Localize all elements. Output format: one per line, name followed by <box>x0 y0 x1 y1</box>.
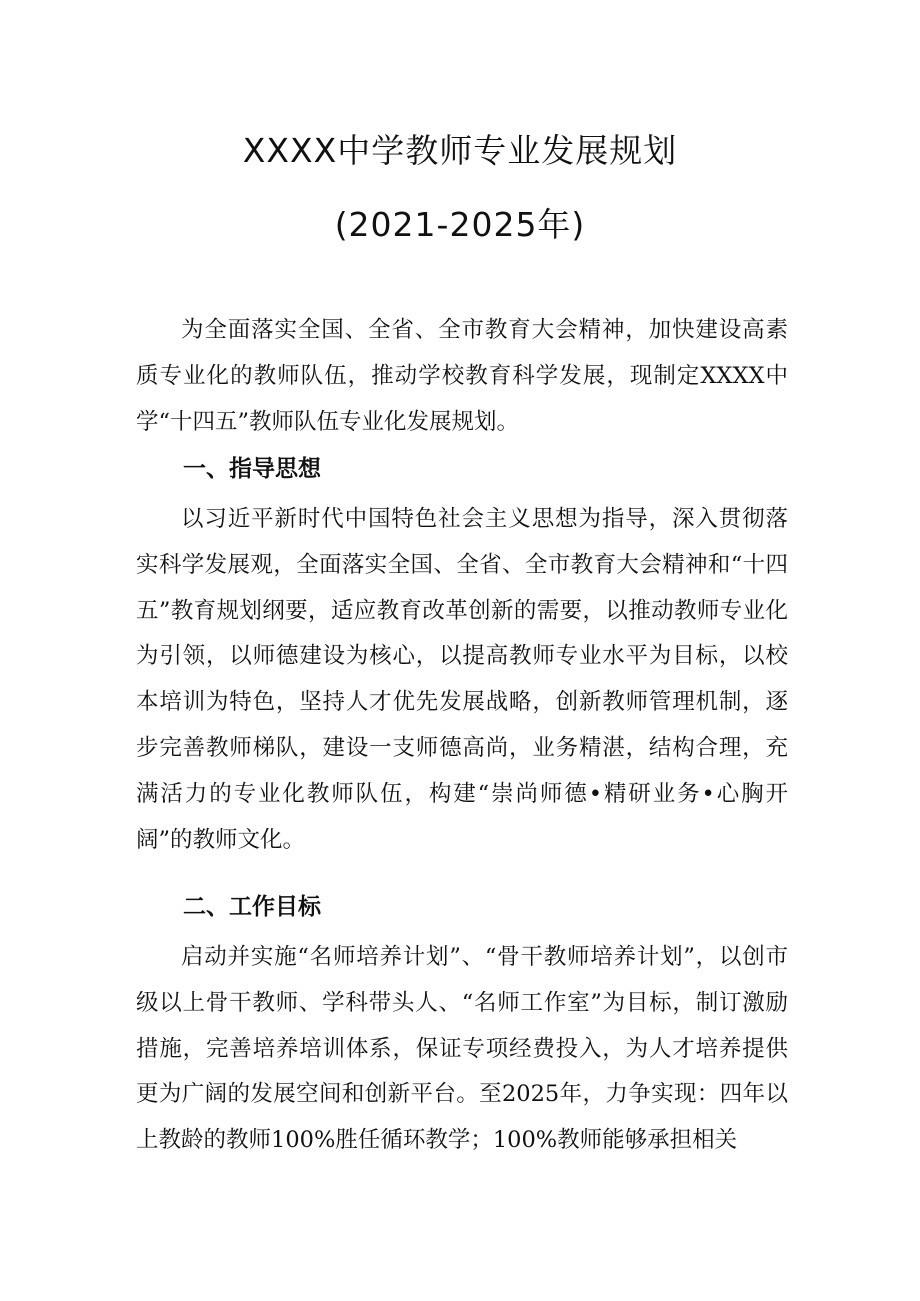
section-heading-guiding-ideology: 一、指导思想 <box>183 456 321 482</box>
section-body-work-goals: 启动并实施“名师培养计划”、“骨干教师培养计划”，以创市级以上骨干教师、学科带头人、“名师工作室”为目标，制订激励措施，完善培养培训体系，保证专项经费投入，为人才培养提供更为广阔的发展空间和创新平台。至2025年，力争实现：四年以上教龄的教师100%胜任循环教学；100%教师能够承担相关 <box>136 944 788 1154</box>
section-heading-work-goals: 二、工作目标 <box>183 894 321 920</box>
document-title: XXXX中学教师专业发展规划 <box>242 131 678 170</box>
section-body-guiding-ideology: 以习近平新时代中国特色社会主义思想为指导，深入贯彻落实科学发展观，全面落实全国、全省、全市教育大会精神和“十四五”教育规划纲要，适应教育改革创新的需要，以推动教师专业化为引领，以师德建设为核心，以提高教师专业水平为目标，以校本培训为特色，坚持人才优先发展战略，创新教师管理机制，逐步完善教师梯队，建设一支师德高尚，业务精湛，结构合理，充满活力的专业化教师队伍，构建“崇尚师德•精研业务•心胸开阔”的教师文化。 <box>136 506 788 853</box>
document-subtitle: (2021-2025年) <box>334 205 586 244</box>
intro-paragraph: 为全面落实全国、全省、全市教育大会精神，加快建设高素质专业化的教师队伍，推动学校教育科学发展，现制定XXXX中学“十四五”教师队伍专业化发展规划。 <box>136 317 788 435</box>
